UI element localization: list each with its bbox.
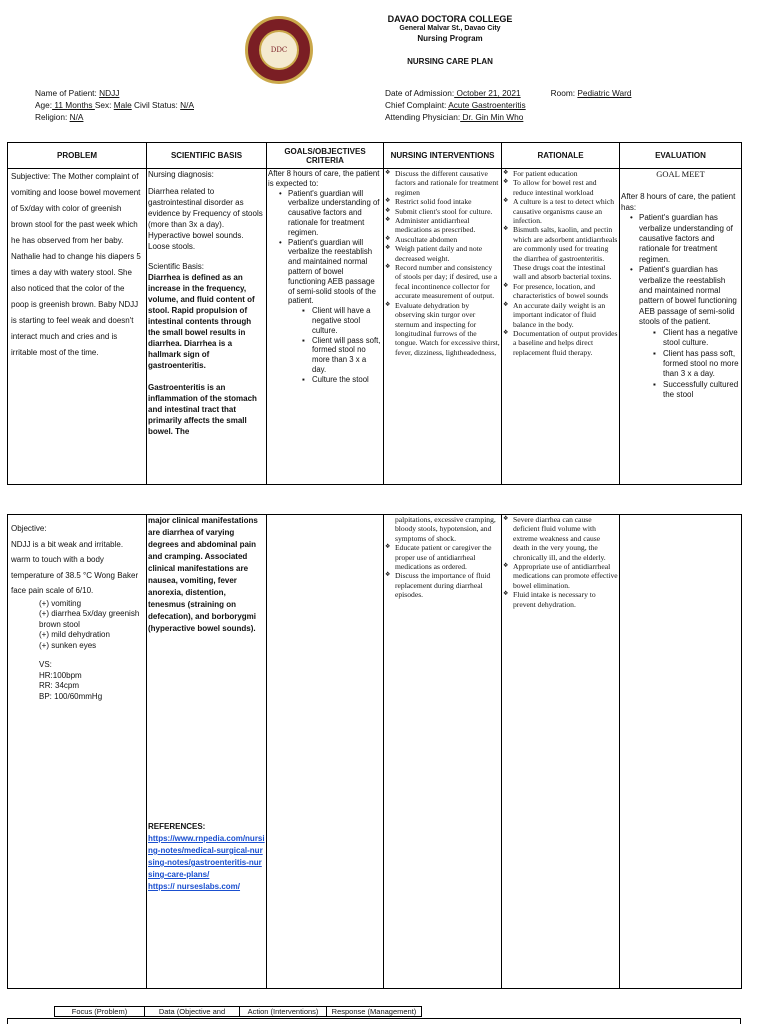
header-evaluation: EVALUATION xyxy=(620,143,742,169)
sign-item: (+) sunken eyes xyxy=(39,640,97,650)
scientific-basis-label: Scientific Basis: xyxy=(148,262,205,271)
objective-cell xyxy=(8,515,147,989)
goal-subitem: ▪ Client will pass soft, formed stool no more than 3 x a day. xyxy=(300,336,382,375)
intervention-item: ❖ Submit client's stool for culture. xyxy=(385,207,500,216)
scientific-basis-cell xyxy=(147,169,267,485)
header-focus: Focus (Problem) xyxy=(55,1007,145,1017)
next-page-table-edge xyxy=(7,1018,741,1024)
care-plan-table-continued xyxy=(7,514,742,989)
rationale-item: ❖ Appropriate use of antidiarrheal medications can promote effective bowel elimination. xyxy=(503,562,618,590)
room: Pediatric Ward xyxy=(577,88,632,98)
header-scientific-basis: SCIENTIFIC BASIS xyxy=(147,143,267,169)
subjective-data: Subjective: The Mother complaint of vomiting and loose bowel movement of 5x/day with color of greenish brown stool for the past week which he has observed from her baby. Nathalie had to change his diapers 5 times a day with watery stool. She also noticed that the color of the poop is greenish brown. Baby NDJJ is starting to feel weak and doesn't interact much and cries and is irritable most of the time. xyxy=(11,172,141,357)
header-text xyxy=(320,14,580,66)
patient-religion: N/A xyxy=(69,112,84,122)
goal-subitem: ▪ Culture the stool xyxy=(300,375,382,385)
scientific-basis-continued-text: major clinical manifestations are diarrhea of varying degrees and abdominal pain and cramping. Associated clinical manifestations are nausea, vomiting, fever anorexia, distention, tenesmus (straining on defecation), and borborygmi (hyperactive bowel sounds). xyxy=(148,516,258,633)
header-rationale: RATIONALE xyxy=(502,143,620,169)
goals-cell xyxy=(267,169,384,485)
patient-sex: Male xyxy=(113,100,132,110)
patient-civil-status: N/A xyxy=(180,100,194,110)
header-data: Data (Objective and xyxy=(145,1007,240,1017)
interventions-continued xyxy=(384,515,502,989)
program-name: Nursing Program xyxy=(417,34,483,43)
header-problem: PROBLEM xyxy=(8,143,147,169)
vital-sign: RR: 34cpm xyxy=(39,681,80,690)
rationale-continued xyxy=(502,515,620,989)
intervention-item: ❖ Discuss the importance of fluid replacement during diarrheal episodes. xyxy=(385,571,500,599)
rationale-item: ❖ For presence, location, and characteristics of bowel sounds xyxy=(503,282,618,301)
evaluation-cell xyxy=(620,169,742,485)
patient-demographics-line: Age: 11 Months Sex: Male Civil Status: N/A xyxy=(35,100,194,110)
goal-item: • Patient's guardian will verbalize the reestablish and maintained normal pattern of bowel functioning AEB passage of semi-solid stools of the patient. ▪ Client will have a negative stool culture. ▪ Client will pass soft, formed stool no more than 3 x a day. ▪ Culture the stool xyxy=(276,238,382,385)
patient-info-left xyxy=(35,87,194,123)
admission-line: Date of Admission: October 21, 2021 Room: Pediatric Ward xyxy=(385,88,632,98)
reference-link[interactable]: https:// nurseslabs.com/ xyxy=(148,882,241,891)
sign-item: (+) mild dehydration xyxy=(39,630,110,639)
admission-date: October 21, 2021 xyxy=(454,88,521,98)
goals-intro: After 8 hours of care, the patient is expected to: xyxy=(268,169,380,188)
rationale-item: ❖ Fluid intake is necessary to prevent dehydration. xyxy=(503,590,618,609)
sign-item: (+) diarrhea 5x/day greenish brown stool xyxy=(39,609,140,629)
interventions-cell xyxy=(384,169,502,485)
patient-age: 11 Months xyxy=(52,100,95,110)
focus-data-table xyxy=(54,1006,422,1017)
chief-complaint: Acute Gastroenteritis xyxy=(448,100,526,110)
rationale-item: ❖ Severe diarrhea can cause deficient fluid volume with extreme weakness and cause death in the very young, the chronically ill, and the elderly. xyxy=(503,515,618,562)
evaluation-continued-empty xyxy=(620,515,742,989)
reference-link[interactable]: https://www.rnpedia.com/nursing-notes/medical-surgical-nursing-notes/gastroenteritis-nursing-care-plans/ xyxy=(148,834,265,879)
evaluation-item: • Patient's guardian has verbalize the reestablish and maintained normal pattern of bowel functioning AEB passage of semi-solid stools of the patient. ▪ Client has a negative stool culture. ▪ Client has pass soft, formed stool no more than 3 x a day. ▪ Successfully cultured the stool xyxy=(627,265,740,400)
college-seal-logo xyxy=(245,16,313,84)
rationale-item: ❖ An accurate daily weight is an important indicator of fluid balance in the body. xyxy=(503,301,618,329)
patient-religion-line: Religion: N/A xyxy=(35,112,84,122)
evaluation-subitem: ▪ Client has pass soft, formed stool no more than 3 x a day. xyxy=(651,349,740,380)
intervention-item: ❖ Restrict solid food intake xyxy=(385,197,500,206)
vital-sign: BP: 100/60mmHg xyxy=(39,691,103,701)
rationale-item: ❖ Bismuth salts, kaolin, and pectin which are adsorbent antidiarrheals are commonly used for treating the diarrhea of gastroenteritis. These drugs coat the intestinal wall and absorb bacterial toxins. xyxy=(503,225,618,281)
intervention-item: ❖ Educate patient or caregiver the proper use of antidiarrheal medications as ordered. xyxy=(385,543,500,571)
header-interventions: NURSING INTERVENTIONS xyxy=(384,143,502,169)
rationale-item: ❖ To allow for bowel rest and reduce intestinal workload xyxy=(503,178,618,197)
scientific-basis-continued xyxy=(147,515,267,989)
intervention-item: ❖ Administer antidiarrheal medications as prescribed. xyxy=(385,216,500,235)
attending-physician: Dr. Gin Min Who xyxy=(460,112,524,122)
evaluation-intro: After 8 hours of care, the patient has: xyxy=(621,192,736,212)
evaluation-subitem: ▪ Client has a negative stool culture. xyxy=(651,328,740,349)
objective-label: Objective: xyxy=(11,524,47,533)
document-title: NURSING CARE PLAN xyxy=(407,57,493,66)
seal-center: DDC xyxy=(259,30,299,70)
goal-met-title: GOAL MEET xyxy=(656,169,705,179)
goal-item: • Patient's guardian will verbalize understanding of causative factors and rationale for treatment regimen. xyxy=(276,189,382,238)
goals-continued-empty xyxy=(267,515,384,989)
intervention-item: ❖ Discuss the different causative factors and rationale for treatment regimen xyxy=(385,169,500,197)
intervention-item: ❖ Auscultate abdomen xyxy=(385,235,500,244)
care-plan-table xyxy=(7,142,742,485)
college-name: DAVAO DOCTORA COLLEGE xyxy=(387,14,513,24)
evaluation-item: • Patient's guardian has verbalize understanding of causative factors and rationale for treatment regimen. xyxy=(627,213,740,265)
physician-line: Attending Physician: Dr. Gin Min Who xyxy=(385,112,524,122)
evaluation-subitem: ▪ Successfully cultured the stool xyxy=(651,380,740,401)
patient-name-line: Name of Patient: NDJJ xyxy=(35,88,120,98)
header-action: Action (Interventions) xyxy=(240,1007,327,1017)
header-goals: GOALS/OBJECTIVES CRITERIA xyxy=(267,143,384,169)
rationale-item: ❖ Documentation of output provides a baseline and helps direct replacement fluid therapy. xyxy=(503,329,618,357)
vital-sign: HR:100bpm xyxy=(39,670,82,680)
complaint-line: Chief Complaint: Acute Gastroenteritis xyxy=(385,100,526,110)
goal-subitem: ▪ Client will have a negative stool culture. xyxy=(300,306,382,335)
intervention-continued-text: palpitations, excessive cramping, bloody stools, hypotension, and symptoms of shock. xyxy=(395,515,496,543)
document-header xyxy=(0,12,768,82)
patient-info-right xyxy=(385,87,631,123)
rationale-item: ❖ For patient education xyxy=(503,169,618,178)
gastroenteritis-text: Gastroenteritis is an inflammation of the stomach and intestinal tract that primarily affects the small bowel. The xyxy=(148,383,257,436)
objective-data: NDJJ is a bit weak and irritable. warm to touch with a body temperature of 38.5 °C Wong Baker face pain scale of 6/10. xyxy=(11,539,139,595)
nursing-diagnosis: Diarrhea related to gastrointestinal disorder as evidence by Frequency of stools (more than 3x a day). Hyperactive bowel sounds. Loose stools. xyxy=(148,187,263,251)
signs-list xyxy=(11,599,143,703)
header-response: Response (Management) xyxy=(327,1007,422,1017)
rationale-item: ❖ A culture is a test to detect which causative organisms cause an infection. xyxy=(503,197,618,225)
sign-item: (+) vomiting xyxy=(39,598,82,608)
intervention-item: ❖ Evaluate dehydration by observing skin turgor over sternum and inspecting for longitudinal furrows of the tongue. Watch for excessive thirst, fever, dizziness, lightheadedness, xyxy=(385,301,500,357)
intervention-item: ❖ Weigh patient daily and note decreased weight. xyxy=(385,244,500,263)
nursing-diagnosis-label: Nursing diagnosis: xyxy=(148,170,214,179)
vital-signs-label: VS: xyxy=(39,660,52,669)
references-label: REFERENCES: xyxy=(148,822,206,831)
problem-cell xyxy=(8,169,147,485)
rationale-cell xyxy=(502,169,620,485)
intervention-item: ❖ Record number and consistency of stools per day; if desired, use a fecal incontinence collector for accurate measurement of output. xyxy=(385,263,500,301)
college-address: General Malvar St., Davao City xyxy=(399,25,501,32)
scientific-basis-text: Diarrhea is defined as an increase in the frequency, volume, and fluid content of stool. Rapid propulsion of intestinal contents through the small bowel results in diarrhea. Diarrhea is a hallmark sign of gastroenteritis. xyxy=(148,273,255,370)
patient-name: NDJJ xyxy=(99,88,120,98)
